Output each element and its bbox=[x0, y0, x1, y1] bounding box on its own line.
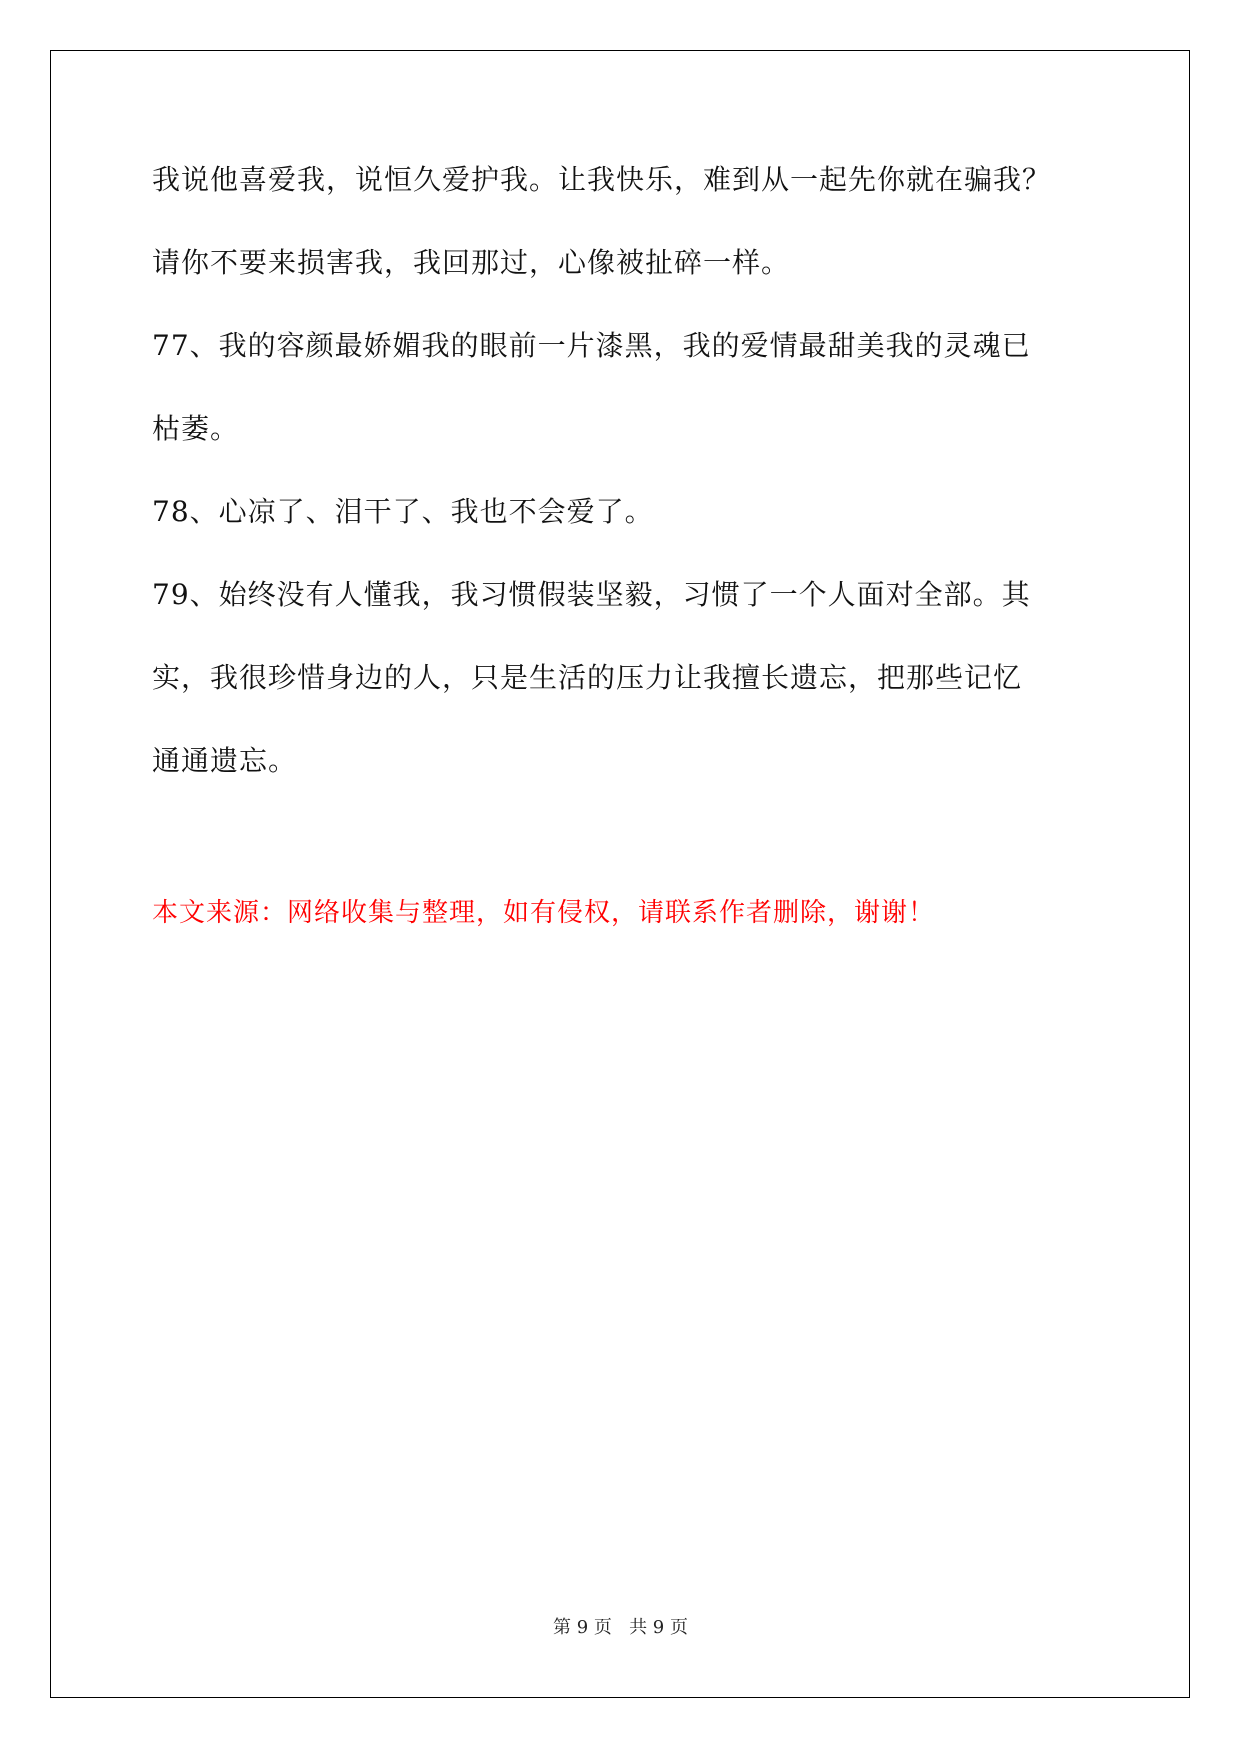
page-number: 第 9 页 bbox=[553, 1617, 612, 1638]
body-line: 枯萎。 bbox=[152, 412, 240, 445]
body-line: 77、我的容颜最娇媚我的眼前一片漆黑，我的爱情最甜美我的灵魂已 bbox=[152, 329, 1031, 362]
body-line: 78、心凉了、泪干了、我也不会爱了。 bbox=[152, 495, 654, 528]
source-note: 本文来源：网络收集与整理，如有侵权，请联系作者删除，谢谢！ bbox=[152, 898, 936, 928]
body-line: 我说他喜爱我，说恒久爱护我。让我快乐，难到从一起先你就在骗我？ bbox=[152, 163, 1052, 196]
body-line: 实，我很珍惜身边的人，只是生活的压力让我擅长遗忘，把那些记忆 bbox=[152, 661, 1023, 694]
page-border bbox=[50, 50, 1190, 1698]
page-total: 共 9 页 bbox=[629, 1617, 688, 1638]
page-footer bbox=[0, 1616, 1241, 1640]
body-line: 请你不要来损害我，我回那过，心像被扯碎一样。 bbox=[152, 246, 791, 279]
body-line: 79、始终没有人懂我，我习惯假装坚毅，习惯了一个人面对全部。其 bbox=[152, 578, 1031, 611]
body-line: 通通遗忘。 bbox=[152, 744, 298, 777]
